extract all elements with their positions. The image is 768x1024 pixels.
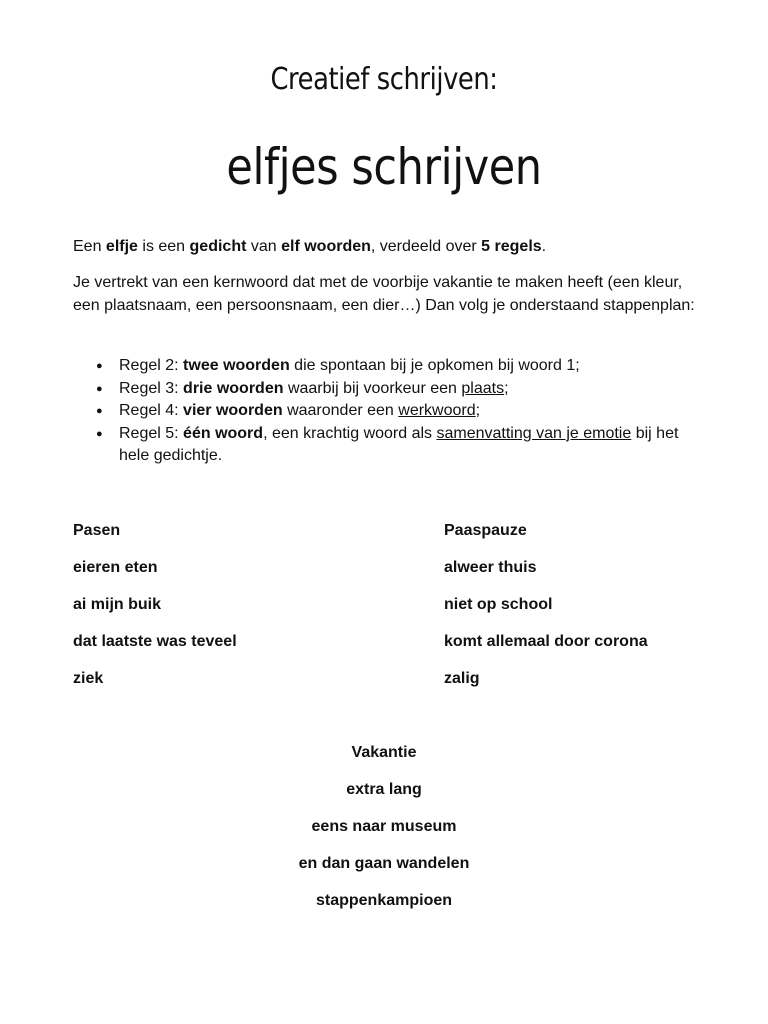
step-underline: samenvatting van je emotie — [436, 424, 632, 442]
intro-bold-elfje: elfje — [105, 238, 138, 255]
poem-line: alweer thuis — [444, 559, 537, 576]
poem-line: niet op school — [444, 596, 553, 613]
poem-line: ai mijn buik — [73, 596, 162, 613]
intro-text: . — [541, 238, 547, 255]
step-mid: waarbij bij voorkeur een — [283, 379, 462, 397]
bullet-icon: ● — [96, 382, 103, 395]
bullet-icon: ● — [96, 405, 103, 417]
list-item — [96, 378, 696, 401]
intro-bold-5-regels: 5 regels — [481, 238, 542, 255]
bullet-icon: ● — [96, 427, 103, 440]
intro-sentence — [73, 236, 698, 259]
step-bold: één woord — [183, 424, 264, 442]
step-mid: , een krachtig woord als — [263, 424, 437, 442]
poem-line: Paaspauze — [444, 522, 527, 539]
step-lead: Regel 5: — [119, 424, 184, 442]
poem-line: Pasen — [73, 522, 121, 539]
intro-text: is een — [137, 238, 190, 255]
poem-line: dat laatste was teveel — [73, 633, 237, 650]
list-item — [96, 400, 696, 423]
poem-line: ziek — [73, 670, 104, 687]
step-underline: werkwoord — [398, 402, 476, 419]
step-end: bij het hele gedichtje. — [119, 424, 679, 464]
poem-vakantie — [0, 742, 768, 927]
step-lead: Regel 3: — [119, 379, 184, 397]
poem-line: stappenkampioen — [315, 892, 453, 909]
step-bold: vier woorden — [183, 402, 283, 419]
step-rest: die spontaan bij je opkomen bij woord 1; — [289, 357, 580, 374]
step-bold: drie woorden — [183, 379, 284, 397]
intro-text: Een — [73, 238, 106, 255]
step-lead: Regel 2: — [119, 357, 184, 374]
step-lead: Regel 4: — [119, 402, 184, 419]
step-end: ; — [504, 379, 509, 397]
poem-line: komt allemaal door corona — [444, 633, 648, 650]
intro-text: van — [246, 238, 282, 255]
steps-list — [96, 355, 696, 468]
instruction-paragraph: Je vertrekt van een kernwoord dat met de voorbije vakantie te maken heeft (een kleur, een plaatsnaam, een persoonsnaam, een dier…) Dan volg je onderstaand stappenplan: — [73, 274, 695, 314]
poem-line: eieren eten — [73, 559, 158, 576]
intro-bold-elf-woorden: elf woorden — [281, 238, 371, 255]
document-title: elfjes schrijven — [226, 138, 542, 196]
poem-line: Vakantie — [351, 744, 417, 761]
step-mid: waaronder een — [282, 402, 399, 419]
bullet-icon: ● — [96, 360, 103, 372]
list-item — [96, 423, 696, 468]
step-bold: twee woorden — [183, 357, 290, 374]
list-item — [96, 355, 696, 378]
step-end: ; — [475, 402, 481, 419]
poem-line: en dan gaan wandelen — [298, 855, 470, 872]
poem-line: zalig — [444, 670, 480, 687]
document-subtitle: Creatief schrijven: — [270, 62, 498, 97]
intro-bold-gedicht: gedicht — [189, 238, 247, 255]
poem-line: extra lang — [346, 781, 422, 798]
poem-line: eens naar museum — [311, 818, 457, 835]
intro-text: , verdeeld over — [370, 238, 482, 255]
poem-paaspauze — [444, 520, 648, 705]
poem-pasen — [73, 520, 237, 705]
step-underline: plaats — [461, 379, 505, 397]
